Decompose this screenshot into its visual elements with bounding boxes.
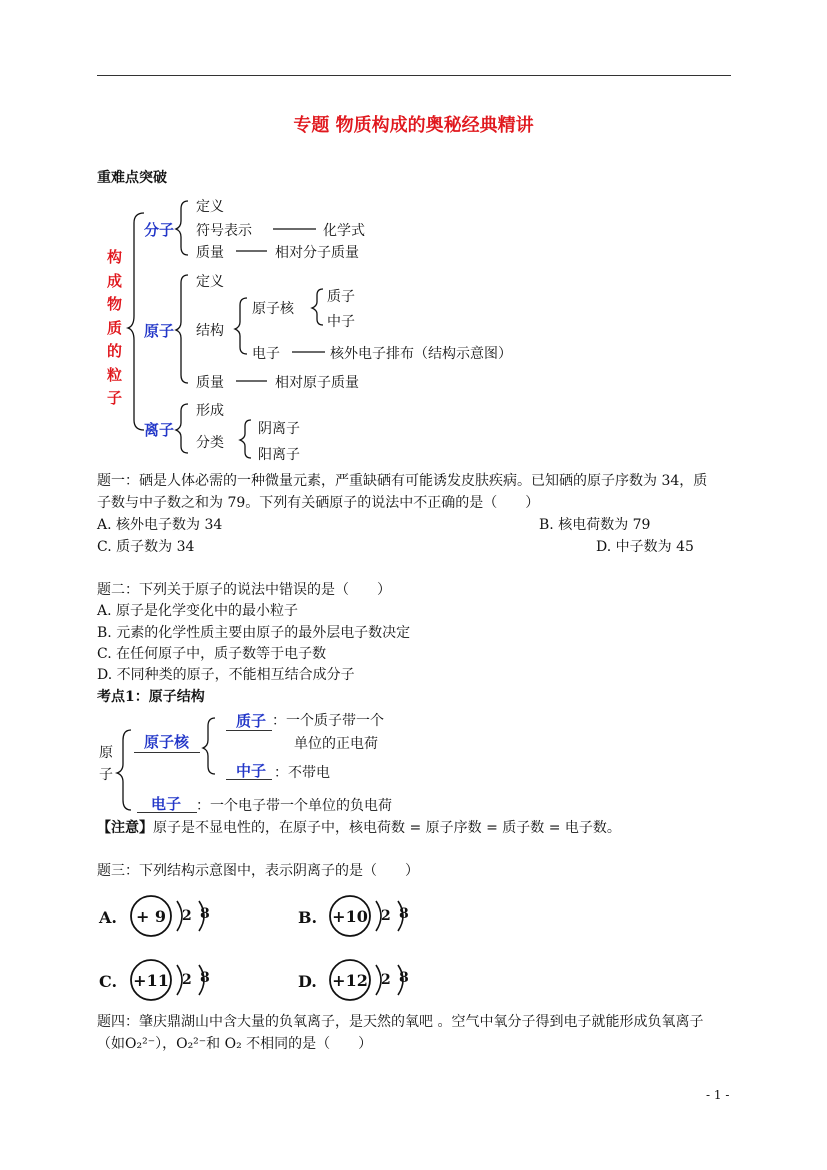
atom-electron-desc: 核外电子排布（结构示意图） bbox=[330, 346, 512, 362]
neutron-underline bbox=[226, 779, 272, 780]
root-char: 成 bbox=[107, 271, 123, 290]
option-c-shell-2: 8 bbox=[200, 970, 210, 986]
nucleus-label: 原子核 bbox=[144, 733, 190, 751]
option-b-label: B. bbox=[298, 908, 318, 927]
q3-stem: 题三：下列结构示意图中，表示阴离子的是（ ） bbox=[97, 863, 419, 879]
ion-label: 离子 bbox=[144, 421, 175, 439]
q1-stem-line2: 子数与中子数之和为 79。下列有关硒原子的说法中不正确的是（ ） bbox=[97, 495, 540, 511]
root-char: 的 bbox=[107, 342, 123, 360]
option-c-shell-1: 2 bbox=[182, 972, 192, 988]
option-c-diagram[interactable] bbox=[99, 960, 210, 1000]
option-d-shell-1: 2 bbox=[381, 972, 391, 988]
q1-option-b: B. 核电荷数为 79 bbox=[539, 517, 651, 533]
neutron-desc: ：不带电 bbox=[274, 765, 330, 781]
atom-electron: 电子 bbox=[252, 346, 280, 362]
q2-option-a: A. 原子是化学变化中的最小粒子 bbox=[97, 603, 299, 619]
option-a-shell-2: 8 bbox=[200, 906, 210, 922]
option-a-nucleus: + 9 bbox=[135, 907, 167, 926]
molecule-formula: 化学式 bbox=[323, 223, 365, 239]
option-b-nucleus: +10 bbox=[332, 907, 368, 926]
ion-anion: 阴离子 bbox=[258, 421, 300, 437]
proton-desc-line1: ：一个质子带一个 bbox=[272, 713, 384, 729]
atom-definition: 定义 bbox=[196, 274, 224, 290]
option-a-diagram[interactable] bbox=[98, 896, 210, 936]
q2-option-d: D. 不同种类的原子，不能相互结合成分子 bbox=[97, 667, 355, 683]
q4-stem-line1: 题四：肇庆鼎湖山中含大量的负氧离子，是天然的氧吧 。空气中氧分子得到电子就能形成负氧离子 bbox=[97, 1014, 704, 1030]
q3-structure-diagrams bbox=[0, 880, 827, 1010]
root-char: 粒 bbox=[107, 365, 123, 384]
electron-desc: ：一个电子带一个单位的负电荷 bbox=[196, 798, 392, 814]
option-d-nucleus: +12 bbox=[332, 971, 368, 990]
option-a-shell-1: 2 bbox=[182, 908, 192, 924]
atom-nucleus: 原子核 bbox=[252, 301, 294, 317]
page-title: 专题 物质构成的奥秘经典精讲 bbox=[293, 115, 534, 136]
q1-option-d: D. 中子数为 45 bbox=[596, 539, 694, 555]
atom-char: 子 bbox=[99, 767, 113, 783]
q1-stem-line1: 题一：硒是人体必需的一种微量元素，严重缺硒有可能诱发皮肤疾病。已知硒的原子序数为 34，质 bbox=[97, 473, 708, 489]
root-char: 构 bbox=[107, 248, 123, 266]
atom-neutron: 中子 bbox=[327, 314, 355, 330]
q2-option-c: C. 在任何原子中，质子数等于电子数 bbox=[97, 646, 327, 662]
option-c-nucleus: +11 bbox=[133, 971, 169, 990]
option-c-label: C. bbox=[99, 972, 118, 991]
atom-mass: 质量 bbox=[196, 375, 224, 391]
molecule-relative-mass: 相对分子质量 bbox=[275, 245, 359, 261]
option-a-label: A. bbox=[99, 908, 117, 927]
option-d-shell-2: 8 bbox=[399, 970, 409, 986]
option-b-shell-1: 2 bbox=[381, 908, 391, 924]
molecule-mass: 质量 bbox=[196, 245, 224, 261]
molecule-symbol: 符号表示 bbox=[196, 223, 252, 239]
neutron-label: 中子 bbox=[236, 762, 267, 780]
atom-char: 原 bbox=[99, 745, 113, 761]
q1-option-a: A. 核外电子数为 34 bbox=[97, 517, 223, 533]
root-char: 物 bbox=[107, 295, 123, 313]
page-number: - 1 - bbox=[706, 1088, 730, 1102]
molecule-definition: 定义 bbox=[196, 199, 224, 215]
ion-classification: 分类 bbox=[196, 435, 224, 451]
note-text: 原子是不显电性的，在原子中，核电荷数 = 原子序数 = 质子数 = 电子数。 bbox=[153, 820, 621, 836]
point1-heading: 考点1：原子结构 bbox=[97, 689, 205, 705]
q2-option-b: B. 元素的化学性质主要由原子的最外层电子数决定 bbox=[97, 625, 411, 641]
option-d-label: D. bbox=[298, 972, 317, 991]
option-b-shell-2: 8 bbox=[399, 906, 409, 922]
atom-relative-mass: 相对原子质量 bbox=[275, 375, 359, 391]
atom-proton: 质子 bbox=[327, 289, 355, 305]
q2-stem: 题二：下列关于原子的说法中错误的是（ ） bbox=[97, 582, 391, 598]
ion-cation: 阳离子 bbox=[258, 447, 300, 463]
root-char: 子 bbox=[107, 389, 123, 407]
note-label: 【注意】 bbox=[97, 820, 153, 836]
section-heading: 重难点突破 bbox=[97, 170, 167, 186]
option-b-diagram[interactable] bbox=[298, 896, 409, 936]
root-char: 质 bbox=[107, 318, 123, 337]
proton-label: 质子 bbox=[236, 712, 267, 730]
proton-desc-line2: 单位的正电荷 bbox=[294, 736, 378, 752]
molecule-label: 分子 bbox=[144, 221, 175, 239]
atom-label: 原子 bbox=[144, 322, 175, 340]
electron-underline bbox=[137, 812, 197, 813]
note bbox=[97, 817, 621, 837]
atom-structure: 结构 bbox=[196, 323, 224, 339]
q4-stem-line2: （如O₂²⁻），O₂²⁻和 O₂ 不相同的是（ ） bbox=[97, 1036, 373, 1052]
ion-formation: 形成 bbox=[196, 403, 224, 419]
nucleus-underline bbox=[134, 752, 200, 753]
electron-label: 电子 bbox=[151, 795, 182, 813]
option-d-diagram[interactable] bbox=[298, 960, 409, 1000]
proton-underline bbox=[226, 730, 272, 731]
q1-option-c: C. 质子数为 34 bbox=[97, 539, 195, 555]
